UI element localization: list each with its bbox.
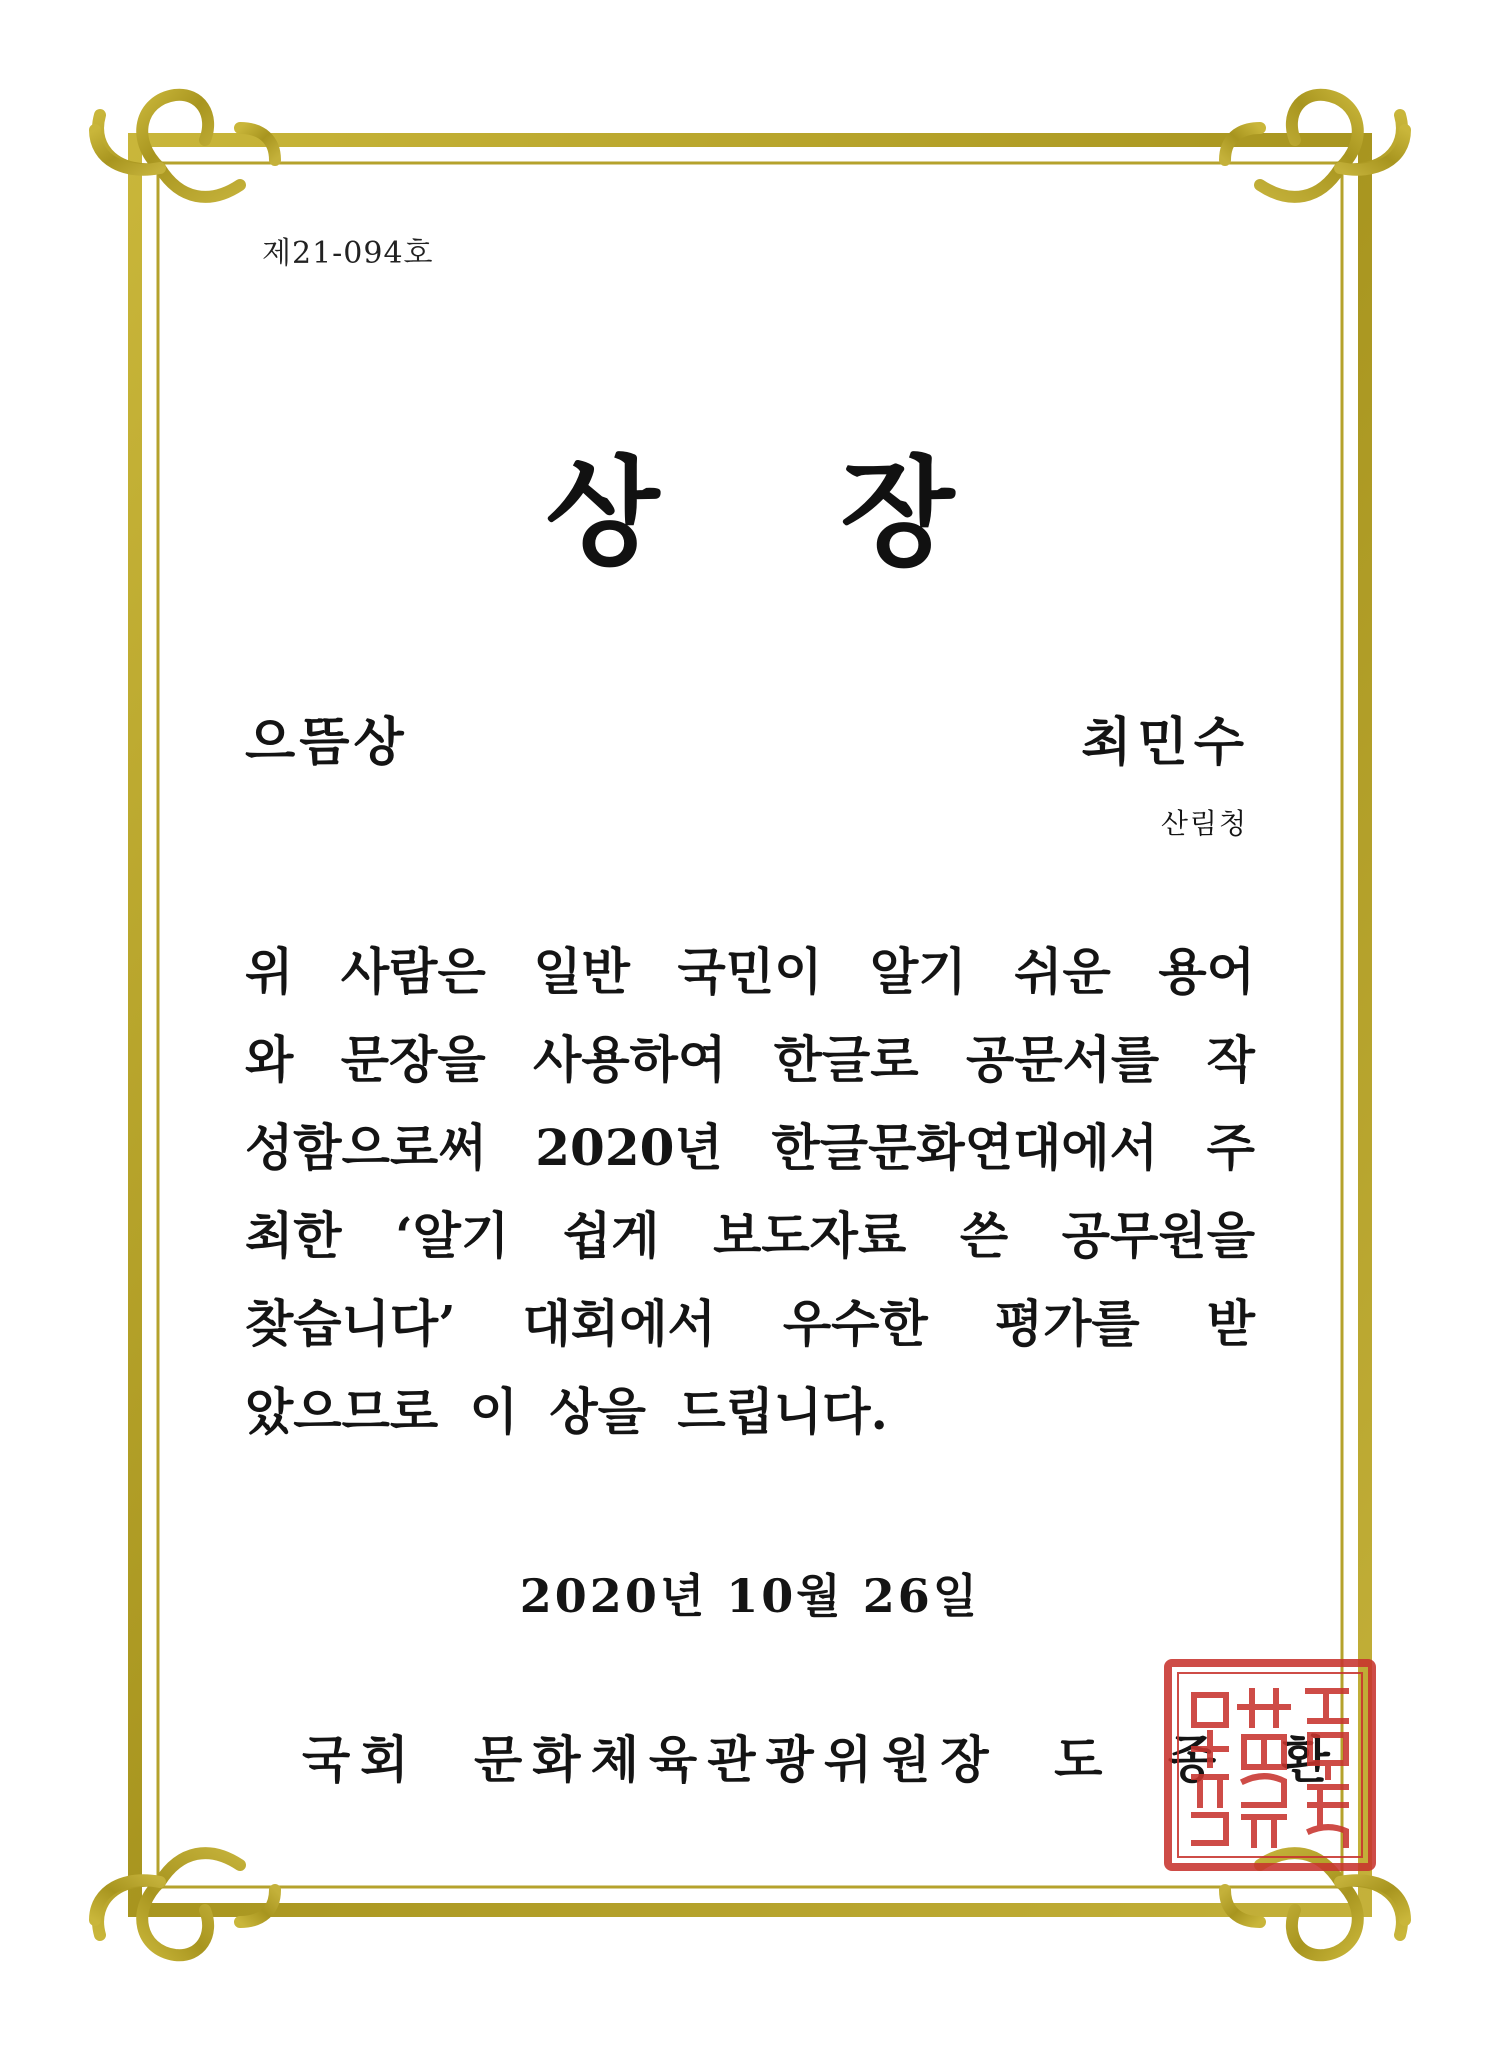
citation-word: 알기 <box>869 942 967 1001</box>
citation-word: 국민이 <box>677 942 823 1001</box>
citation-word: 위 <box>245 942 294 1001</box>
citation-word: 우수한 <box>782 1294 928 1353</box>
recipient-organization: 산림청 <box>1160 807 1248 840</box>
citation-word: 쉬운 <box>1014 942 1111 1001</box>
citation-word: 작 <box>1206 1030 1255 1089</box>
citation-word: 공무원을 <box>1061 1206 1255 1265</box>
certificate-title: 상 장 <box>545 443 1025 582</box>
citation-word: 성함으로써 <box>245 1118 487 1177</box>
citation-word: 쓴 <box>959 1206 1009 1265</box>
citation-word: 문장을 <box>340 1030 486 1089</box>
citation-word: 사람은 <box>340 942 486 1001</box>
issue-date: 2020년 10월 26일 <box>519 1569 981 1623</box>
official-seal-stamp <box>1160 1655 1380 1875</box>
citation-word: 한글로 <box>773 1030 919 1089</box>
citation-word: 보도자료 <box>713 1206 907 1265</box>
citation-word: 찾습니다’ <box>245 1294 456 1353</box>
citation-word: 용어 <box>1158 942 1255 1001</box>
citation-line <box>245 928 1255 1016</box>
award-name: 으뜸상 <box>245 712 408 773</box>
document-number: 제21-094호 <box>262 236 434 271</box>
citation-line <box>245 1104 1255 1192</box>
citation-word: 았으므로 이 상을 드립니다. <box>245 1382 888 1441</box>
citation-text <box>245 928 1255 1456</box>
citation-word: 사용하여 <box>533 1030 727 1089</box>
citation-line <box>245 1192 1255 1280</box>
citation-word: 쉽게 <box>562 1206 660 1265</box>
citation-word: 받 <box>1206 1294 1255 1353</box>
citation-word: 한글문화연대에서 <box>771 1118 1158 1177</box>
citation-word: 와 <box>245 1030 294 1089</box>
citation-line <box>245 1368 1255 1456</box>
citation-word: 2020년 <box>535 1118 723 1177</box>
citation-word: 대회에서 <box>522 1294 716 1353</box>
citation-word: 평가를 <box>994 1294 1140 1353</box>
recipient-name: 최민수 <box>1081 712 1250 773</box>
citation-word: 일반 <box>533 942 630 1001</box>
issuer-signature-line: 국회 문화체육관광위원장 도 종 환 <box>302 1730 1340 1789</box>
citation-line <box>245 1016 1255 1104</box>
citation-word: 주 <box>1206 1118 1255 1177</box>
citation-word: ‘알기 <box>395 1206 510 1265</box>
citation-word: 공문서를 <box>966 1030 1160 1089</box>
citation-word: 최한 <box>245 1206 342 1265</box>
citation-line <box>245 1280 1255 1368</box>
